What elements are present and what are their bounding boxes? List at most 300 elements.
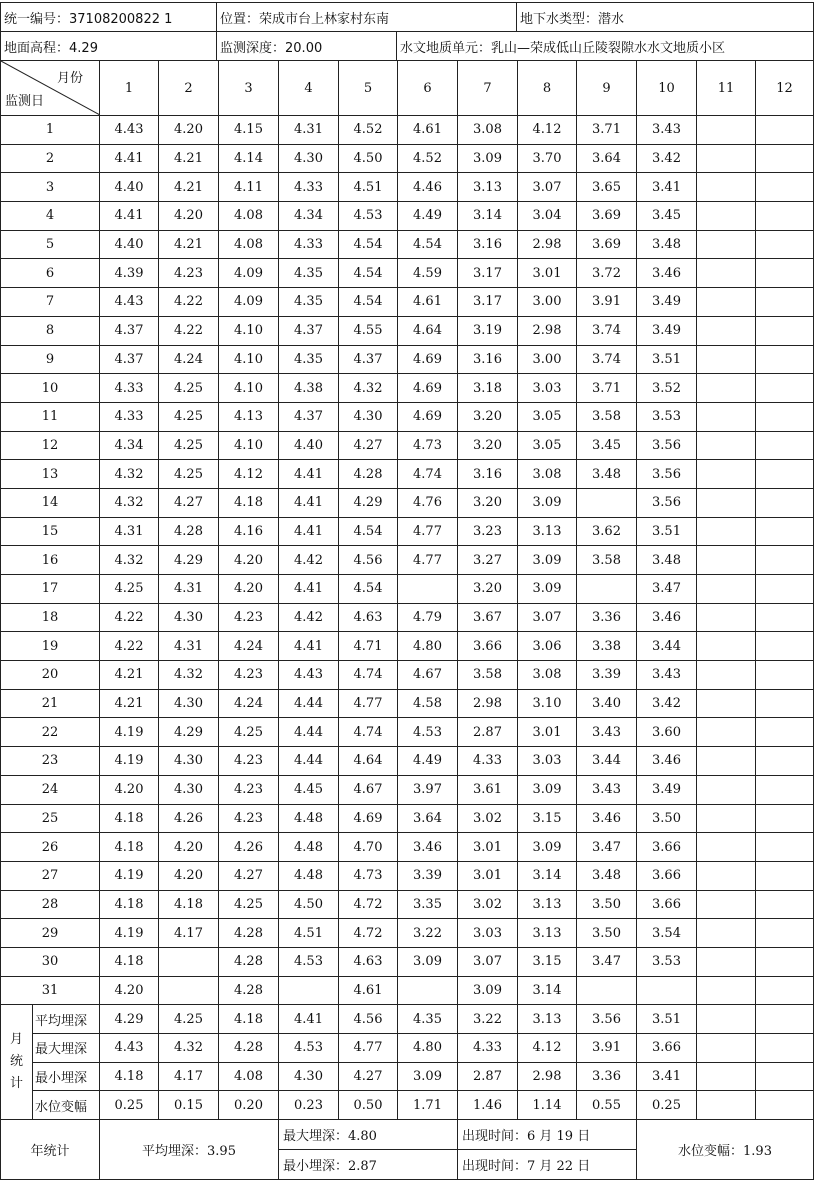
- depth-cell: 4.44: [279, 718, 339, 747]
- ground-elevation: 地面高程：4.29: [1, 32, 217, 61]
- depth-cell: 4.31: [159, 632, 219, 661]
- depth-cell: 3.16: [458, 345, 518, 374]
- table-row: [1, 775, 814, 804]
- depth-cell: 3.03: [458, 919, 518, 948]
- table-row: [1, 259, 814, 288]
- depth-cell: [398, 575, 458, 604]
- depth-cell: 3.66: [637, 833, 697, 862]
- day-label: 3: [1, 173, 100, 202]
- depth-cell: 4.51: [279, 919, 339, 948]
- depth-cell: 4.34: [100, 431, 159, 460]
- depth-cell: [697, 775, 756, 804]
- depth-cell: [697, 116, 756, 145]
- depth-cell: 3.09: [518, 488, 577, 517]
- day-label: 28: [1, 890, 100, 919]
- depth-cell: 4.25: [100, 575, 159, 604]
- day-label: 31: [1, 976, 100, 1005]
- day-label: 20: [1, 661, 100, 690]
- depth-cell: 3.51: [637, 517, 697, 546]
- stats-label: 水位变幅: [33, 1091, 100, 1120]
- day-label: 26: [1, 833, 100, 862]
- day-label: 8: [1, 316, 100, 345]
- depth-cell: 3.46: [637, 259, 697, 288]
- depth-cell: [756, 861, 814, 890]
- depth-cell: 4.20: [159, 861, 219, 890]
- monitoring-depth: 监测深度：20.00: [217, 32, 397, 61]
- depth-cell: 4.54: [398, 230, 458, 259]
- depth-cell: 4.25: [159, 431, 219, 460]
- stats-row: [1, 1034, 814, 1063]
- depth-cell: 3.07: [458, 947, 518, 976]
- depth-cell: 4.30: [159, 747, 219, 776]
- table-row: [1, 316, 814, 345]
- depth-cell: 3.06: [518, 632, 577, 661]
- depth-cell: [756, 116, 814, 145]
- depth-cell: 3.09: [518, 775, 577, 804]
- table-row: [1, 804, 814, 833]
- depth-cell: [756, 947, 814, 976]
- stats-cell: 4.43: [100, 1034, 159, 1063]
- depth-cell: 3.64: [577, 144, 637, 173]
- day-label: 18: [1, 603, 100, 632]
- depth-cell: 3.05: [518, 402, 577, 431]
- day-label: 22: [1, 718, 100, 747]
- depth-cell: 4.72: [339, 890, 398, 919]
- depth-cell: 3.09: [458, 976, 518, 1005]
- stats-cell: 4.80: [398, 1034, 458, 1063]
- depth-cell: 2.98: [518, 230, 577, 259]
- depth-cell: 3.14: [518, 861, 577, 890]
- depth-cell: 4.37: [100, 345, 159, 374]
- stats-cell: 4.33: [458, 1034, 518, 1063]
- monitoring-data-table: [0, 60, 814, 1180]
- depth-cell: 4.33: [458, 747, 518, 776]
- depth-cell: [756, 374, 814, 403]
- depth-cell: 3.47: [577, 833, 637, 862]
- depth-cell: 4.08: [219, 230, 279, 259]
- depth-cell: 3.46: [637, 603, 697, 632]
- depth-cell: 3.13: [518, 890, 577, 919]
- table-row: [1, 144, 814, 173]
- depth-cell: 3.40: [577, 689, 637, 718]
- depth-cell: 4.23: [219, 775, 279, 804]
- stats-cell: 4.28: [219, 1034, 279, 1063]
- depth-cell: 4.33: [279, 173, 339, 202]
- depth-cell: 4.43: [279, 661, 339, 690]
- depth-cell: 4.35: [279, 259, 339, 288]
- depth-cell: [756, 919, 814, 948]
- stats-cell: [697, 1062, 756, 1091]
- groundwater-type-value: 潜水: [598, 11, 625, 27]
- depth-cell: 3.49: [637, 316, 697, 345]
- depth-cell: [697, 230, 756, 259]
- depth-cell: 4.56: [339, 546, 398, 575]
- depth-cell: 4.28: [219, 976, 279, 1005]
- stats-cell: 4.53: [279, 1034, 339, 1063]
- depth-cell: 4.37: [100, 316, 159, 345]
- depth-cell: 3.54: [637, 919, 697, 948]
- stats-cell: 2.87: [458, 1062, 518, 1091]
- stats-cell: 1.46: [458, 1091, 518, 1120]
- depth-cell: 3.46: [577, 804, 637, 833]
- stats-cell: 4.32: [159, 1034, 219, 1063]
- station-location: 位置：荣成市台上林家村东南: [217, 3, 517, 32]
- stats-cell: 4.25: [159, 1005, 219, 1034]
- depth-cell: 3.08: [458, 116, 518, 145]
- depth-cell: 2.98: [458, 689, 518, 718]
- depth-cell: 4.10: [219, 431, 279, 460]
- day-label: 29: [1, 919, 100, 948]
- depth-cell: 4.69: [398, 345, 458, 374]
- depth-cell: 4.80: [398, 632, 458, 661]
- depth-cell: 4.40: [100, 230, 159, 259]
- depth-cell: 4.42: [279, 603, 339, 632]
- depth-cell: 3.64: [398, 804, 458, 833]
- depth-cell: 4.32: [100, 488, 159, 517]
- month-header-1: 1: [100, 61, 159, 116]
- depth-cell: [697, 517, 756, 546]
- depth-cell: [756, 804, 814, 833]
- monitoring-depth-value: 20.00: [285, 40, 323, 56]
- day-label: 10: [1, 374, 100, 403]
- depth-cell: 4.18: [100, 804, 159, 833]
- depth-cell: 4.69: [339, 804, 398, 833]
- depth-cell: 3.58: [577, 402, 637, 431]
- depth-cell: 4.63: [339, 947, 398, 976]
- depth-cell: 4.10: [219, 345, 279, 374]
- depth-cell: 4.55: [339, 316, 398, 345]
- stats-label: 平均埋深: [33, 1005, 100, 1034]
- depth-cell: 4.50: [339, 144, 398, 173]
- info-header-table: [0, 2, 814, 61]
- depth-cell: 4.72: [339, 919, 398, 948]
- day-label: 16: [1, 546, 100, 575]
- depth-cell: 4.61: [398, 288, 458, 317]
- corner-header: [1, 61, 100, 116]
- depth-cell: 4.38: [279, 374, 339, 403]
- depth-cell: 4.09: [219, 259, 279, 288]
- stats-cell: 4.12: [518, 1034, 577, 1063]
- depth-cell: 4.69: [398, 374, 458, 403]
- depth-cell: 4.24: [219, 689, 279, 718]
- depth-cell: [756, 402, 814, 431]
- depth-cell: 4.48: [279, 833, 339, 862]
- stats-cell: 1.14: [518, 1091, 577, 1120]
- depth-cell: 3.05: [518, 431, 577, 460]
- depth-cell: 3.56: [637, 488, 697, 517]
- depth-cell: 4.42: [279, 546, 339, 575]
- depth-cell: [697, 861, 756, 890]
- stats-cell: 0.25: [637, 1091, 697, 1120]
- depth-cell: 3.66: [637, 861, 697, 890]
- depth-cell: [159, 947, 219, 976]
- depth-cell: 3.56: [637, 460, 697, 489]
- depth-cell: 4.79: [398, 603, 458, 632]
- depth-cell: 4.18: [159, 890, 219, 919]
- stats-cell: 3.22: [458, 1005, 518, 1034]
- depth-cell: 4.19: [100, 919, 159, 948]
- depth-cell: 4.28: [159, 517, 219, 546]
- depth-cell: 4.33: [100, 402, 159, 431]
- annual-row: [1, 1120, 814, 1150]
- depth-cell: [756, 144, 814, 173]
- depth-cell: 4.08: [219, 202, 279, 231]
- stats-cell: 3.66: [637, 1034, 697, 1063]
- depth-cell: 4.27: [159, 488, 219, 517]
- ground-elevation-value: 4.29: [69, 40, 98, 56]
- depth-cell: 4.25: [219, 890, 279, 919]
- stats-cell: 3.91: [577, 1034, 637, 1063]
- depth-cell: 4.28: [219, 919, 279, 948]
- depth-cell: 3.70: [518, 144, 577, 173]
- day-label: 12: [1, 431, 100, 460]
- table-row: [1, 460, 814, 489]
- table-row: [1, 402, 814, 431]
- stats-cell: 0.50: [339, 1091, 398, 1120]
- depth-cell: 4.26: [159, 804, 219, 833]
- depth-cell: 4.23: [219, 804, 279, 833]
- day-label: 21: [1, 689, 100, 718]
- stats-cell: 1.71: [398, 1091, 458, 1120]
- depth-cell: 4.70: [339, 833, 398, 862]
- depth-cell: 3.67: [458, 603, 518, 632]
- depth-cell: 3.48: [577, 861, 637, 890]
- depth-cell: 3.71: [577, 374, 637, 403]
- table-row: [1, 603, 814, 632]
- depth-cell: 4.63: [339, 603, 398, 632]
- depth-cell: [697, 345, 756, 374]
- stats-cell: 4.18: [219, 1005, 279, 1034]
- table-row: [1, 116, 814, 145]
- depth-cell: 3.74: [577, 316, 637, 345]
- depth-cell: 4.76: [398, 488, 458, 517]
- depth-cell: [756, 575, 814, 604]
- depth-cell: 4.32: [100, 460, 159, 489]
- depth-cell: 4.32: [339, 374, 398, 403]
- stats-cell: 3.41: [637, 1062, 697, 1091]
- day-label: 30: [1, 947, 100, 976]
- depth-cell: 4.21: [159, 173, 219, 202]
- depth-cell: 4.31: [159, 575, 219, 604]
- depth-cell: 4.49: [398, 747, 458, 776]
- table-row: [1, 202, 814, 231]
- annual-min-time: 出现时间：7 月 22 日: [458, 1150, 637, 1180]
- stats-cell: 3.51: [637, 1005, 697, 1034]
- depth-cell: 3.65: [577, 173, 637, 202]
- table-row: [1, 661, 814, 690]
- depth-cell: 4.37: [279, 402, 339, 431]
- depth-cell: 3.13: [518, 517, 577, 546]
- depth-cell: [697, 919, 756, 948]
- depth-cell: 4.41: [100, 144, 159, 173]
- month-header-10: 10: [637, 61, 697, 116]
- depth-cell: 3.69: [577, 230, 637, 259]
- depth-cell: 3.10: [518, 689, 577, 718]
- depth-cell: 4.13: [219, 402, 279, 431]
- depth-cell: 3.18: [458, 374, 518, 403]
- depth-cell: 4.39: [100, 259, 159, 288]
- depth-cell: 4.41: [279, 575, 339, 604]
- depth-cell: 3.43: [637, 661, 697, 690]
- depth-cell: 4.41: [279, 632, 339, 661]
- stats-cell: 4.29: [100, 1005, 159, 1034]
- depth-cell: 3.51: [637, 345, 697, 374]
- depth-cell: [697, 202, 756, 231]
- groundwater-type: 地下水类型：潜水: [517, 3, 814, 32]
- depth-cell: 4.23: [159, 259, 219, 288]
- depth-cell: 3.48: [577, 460, 637, 489]
- depth-cell: 4.29: [159, 546, 219, 575]
- depth-cell: 3.19: [458, 316, 518, 345]
- depth-cell: [756, 546, 814, 575]
- hydrogeo-unit: 水文地质单元：乳山—荣成低山丘陵裂隙水水文地质小区: [397, 32, 814, 61]
- depth-cell: [697, 833, 756, 862]
- depth-cell: 4.40: [279, 431, 339, 460]
- depth-cell: 4.54: [339, 517, 398, 546]
- depth-cell: 3.35: [398, 890, 458, 919]
- stats-cell: 0.23: [279, 1091, 339, 1120]
- table-row: [1, 919, 814, 948]
- depth-cell: 3.15: [518, 947, 577, 976]
- depth-cell: 3.71: [577, 116, 637, 145]
- month-axis-label: 月份: [56, 71, 83, 86]
- depth-cell: 3.50: [637, 804, 697, 833]
- depth-cell: 4.16: [219, 517, 279, 546]
- depth-cell: 3.16: [458, 460, 518, 489]
- depth-cell: 3.00: [518, 345, 577, 374]
- depth-cell: 3.44: [577, 747, 637, 776]
- depth-cell: 4.67: [339, 775, 398, 804]
- depth-cell: 3.04: [518, 202, 577, 231]
- depth-cell: [697, 575, 756, 604]
- depth-cell: 4.54: [339, 259, 398, 288]
- stats-cell: 4.30: [279, 1062, 339, 1091]
- depth-cell: 4.35: [279, 288, 339, 317]
- depth-cell: 3.50: [577, 890, 637, 919]
- depth-cell: 4.26: [219, 833, 279, 862]
- depth-cell: 4.45: [279, 775, 339, 804]
- annual-range: 水位变幅：1.93: [637, 1120, 814, 1180]
- stats-cell: [756, 1062, 814, 1091]
- depth-cell: 4.22: [159, 288, 219, 317]
- depth-cell: 3.43: [577, 775, 637, 804]
- depth-cell: 4.10: [219, 374, 279, 403]
- depth-cell: 3.61: [458, 775, 518, 804]
- depth-cell: [756, 173, 814, 202]
- depth-cell: [756, 431, 814, 460]
- depth-cell: 3.03: [518, 747, 577, 776]
- stats-label: 最小埋深: [33, 1062, 100, 1091]
- depth-cell: 3.50: [577, 919, 637, 948]
- depth-cell: [697, 661, 756, 690]
- day-label: 11: [1, 402, 100, 431]
- table-row: [1, 861, 814, 890]
- day-label: 17: [1, 575, 100, 604]
- depth-cell: 3.36: [577, 603, 637, 632]
- depth-cell: 4.74: [398, 460, 458, 489]
- depth-cell: 4.49: [398, 202, 458, 231]
- day-label: 13: [1, 460, 100, 489]
- depth-cell: [697, 460, 756, 489]
- depth-cell: [697, 689, 756, 718]
- station-location-value: 荣成市台上林家村东南: [259, 11, 390, 27]
- station-code-value: 37108200822 1: [69, 11, 173, 27]
- table-row: [1, 632, 814, 661]
- depth-cell: 3.01: [458, 861, 518, 890]
- depth-cell: 3.39: [398, 861, 458, 890]
- depth-cell: 4.73: [339, 861, 398, 890]
- depth-cell: 4.25: [159, 402, 219, 431]
- day-label: 15: [1, 517, 100, 546]
- depth-cell: 4.59: [398, 259, 458, 288]
- stats-cell: 3.13: [518, 1005, 577, 1034]
- depth-cell: 4.20: [219, 575, 279, 604]
- depth-cell: [159, 976, 219, 1005]
- depth-cell: 3.56: [637, 431, 697, 460]
- table-row: [1, 546, 814, 575]
- stats-cell: [697, 1005, 756, 1034]
- depth-cell: 3.38: [577, 632, 637, 661]
- depth-cell: 4.61: [339, 976, 398, 1005]
- depth-cell: [697, 288, 756, 317]
- depth-cell: 2.87: [458, 718, 518, 747]
- depth-cell: 4.77: [398, 546, 458, 575]
- depth-cell: 4.22: [159, 316, 219, 345]
- depth-cell: 3.17: [458, 288, 518, 317]
- depth-cell: 3.17: [458, 259, 518, 288]
- table-row: [1, 689, 814, 718]
- depth-cell: 4.14: [219, 144, 279, 173]
- depth-cell: 3.01: [518, 718, 577, 747]
- depth-cell: 3.23: [458, 517, 518, 546]
- depth-cell: 3.72: [577, 259, 637, 288]
- depth-cell: 3.14: [458, 202, 518, 231]
- day-label: 6: [1, 259, 100, 288]
- depth-cell: 4.29: [339, 488, 398, 517]
- depth-cell: 4.23: [219, 747, 279, 776]
- depth-cell: 3.07: [518, 603, 577, 632]
- depth-cell: 3.22: [398, 919, 458, 948]
- depth-cell: 4.41: [279, 517, 339, 546]
- depth-cell: 4.21: [100, 661, 159, 690]
- table-row: [1, 488, 814, 517]
- depth-cell: 4.24: [159, 345, 219, 374]
- depth-cell: 4.64: [398, 316, 458, 345]
- day-label: 27: [1, 861, 100, 890]
- depth-cell: 3.09: [518, 833, 577, 862]
- stats-cell: 0.20: [219, 1091, 279, 1120]
- month-header-5: 5: [339, 61, 398, 116]
- depth-cell: 3.27: [458, 546, 518, 575]
- depth-cell: 3.66: [637, 890, 697, 919]
- depth-cell: [756, 517, 814, 546]
- depth-cell: 4.77: [339, 689, 398, 718]
- depth-cell: 4.28: [219, 947, 279, 976]
- depth-cell: 4.74: [339, 661, 398, 690]
- table-row: [1, 374, 814, 403]
- depth-cell: [697, 804, 756, 833]
- depth-cell: 4.12: [518, 116, 577, 145]
- depth-cell: 4.54: [339, 575, 398, 604]
- table-row: [1, 431, 814, 460]
- depth-cell: 4.20: [100, 775, 159, 804]
- depth-cell: [697, 259, 756, 288]
- depth-cell: 3.09: [518, 575, 577, 604]
- stats-cell: [756, 1005, 814, 1034]
- depth-cell: 4.18: [100, 833, 159, 862]
- depth-cell: 4.27: [219, 861, 279, 890]
- depth-cell: [756, 345, 814, 374]
